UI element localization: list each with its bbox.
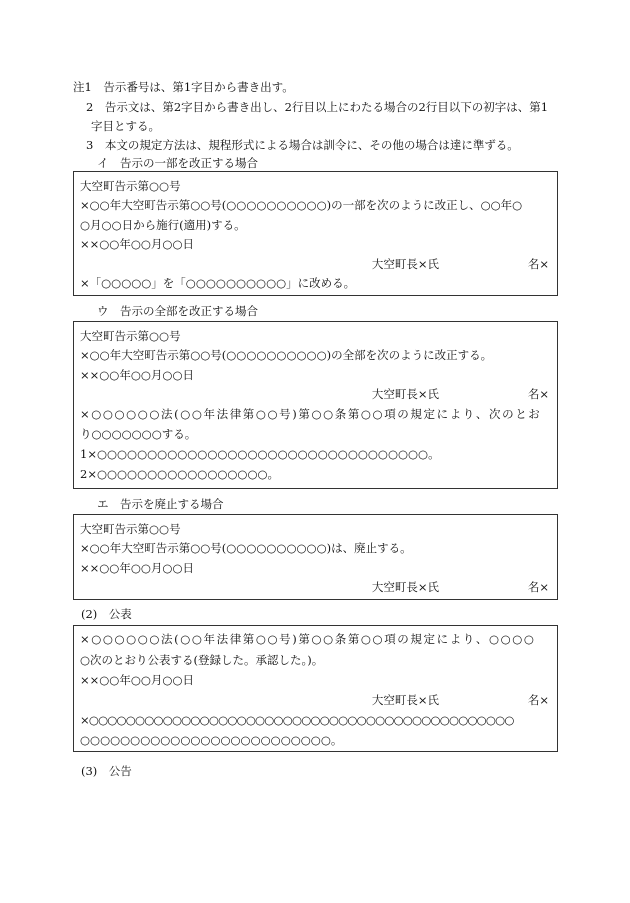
mayor-name: 名× (527, 693, 549, 707)
notice-date: ××○○年○○月○○日 (80, 237, 194, 251)
notice-body-continuation: ○月○○日から施行(適用)する。 (80, 218, 246, 232)
notice-body: ×○○年大空町告示第○○号(○○○○○○○○○○)は、廃止する。 (80, 541, 412, 555)
notice-number: 大空町告示第○○号 (80, 329, 181, 343)
example-box-repeal (73, 514, 558, 600)
mayor-name: 名× (527, 387, 549, 401)
notice-body: ×○○年大空町告示第○○号(○○○○○○○○○○)の一部を次のように改正し、○○年○ (80, 198, 523, 212)
notice-date: ××○○年○○月○○日 (80, 673, 194, 687)
notice-number: 大空町告示第○○号 (80, 522, 181, 536)
section-heading-full-revision: ウ 告示の全部を改正する場合 (97, 304, 258, 318)
note-1: 注1 告示番号は、第1字目から書き出す。 (73, 80, 294, 94)
mayor-title: 大空町長×氏 (371, 580, 439, 594)
signature-line (371, 256, 549, 272)
provision-text-continuation: り○○○○○○○する。 (80, 427, 197, 441)
mayor-title: 大空町長×氏 (371, 257, 439, 271)
example-box-partial-revision (73, 171, 558, 296)
publication-content-continuation: ○○○○○○○○○○○○○○○○○○○○○○○○○。 (80, 733, 343, 747)
mayor-title: 大空町長×氏 (371, 387, 439, 401)
section-heading-partial-revision: イ 告示の一部を改正する場合 (97, 156, 258, 170)
signature-line (371, 386, 549, 402)
item-1: 1×○○○○○○○○○○○○○○○○○○○○○○○○○○○○○○○○○。 (80, 447, 440, 461)
provision-text: ×○○○○○○法(○○年法律第○○号)第○○条第○○項の規定により、次のとお (80, 407, 542, 421)
publication-content: ×○○○○○○○○○○○○○○○○○○○○○○○○○○○○○○○○○○○○○○○○○○○○○○ (80, 713, 514, 727)
example-box-publication (73, 625, 558, 752)
notice-number: 大空町告示第○○号 (80, 179, 181, 193)
note-3: 3 本文の規定方法は、規程形式による場合は訓令に、その他の場合は達に準ずる。 (86, 138, 519, 152)
item-2: 2×○○○○○○○○○○○○○○○○○。 (80, 467, 280, 481)
notice-date: ××○○年○○月○○日 (80, 561, 194, 575)
provision-text-continuation: ○次のとおり公表する(登録した。承認した。)。 (80, 653, 324, 667)
notice-date: ××○○年○○月○○日 (80, 368, 194, 382)
mayor-name: 名× (527, 257, 549, 271)
amendment-text: ×「○○○○○」を「○○○○○○○○○○」に改める。 (80, 276, 356, 290)
provision-text: ×○○○○○○法(○○年法律第○○号)第○○条第○○項の規定により、○○○○ (80, 632, 536, 646)
section-heading-public-notice: (3) 公告 (81, 764, 132, 778)
mayor-title: 大空町長×氏 (371, 693, 439, 707)
note-2: 2 告示文は、第2字目から書き出し、2行目以上にわたる場合の2行目以下の初字は、第1 (86, 100, 549, 114)
note-2-continuation: 字目とする。 (91, 119, 160, 133)
mayor-name: 名× (527, 580, 549, 594)
section-heading-publication: (2) 公表 (81, 607, 132, 621)
section-heading-repeal: エ 告示を廃止する場合 (97, 497, 224, 511)
signature-line (371, 692, 549, 708)
notice-body: ×○○年大空町告示第○○号(○○○○○○○○○○)の全部を次のように改正する。 (80, 348, 493, 362)
example-box-full-revision (73, 321, 558, 489)
signature-line (371, 579, 549, 595)
